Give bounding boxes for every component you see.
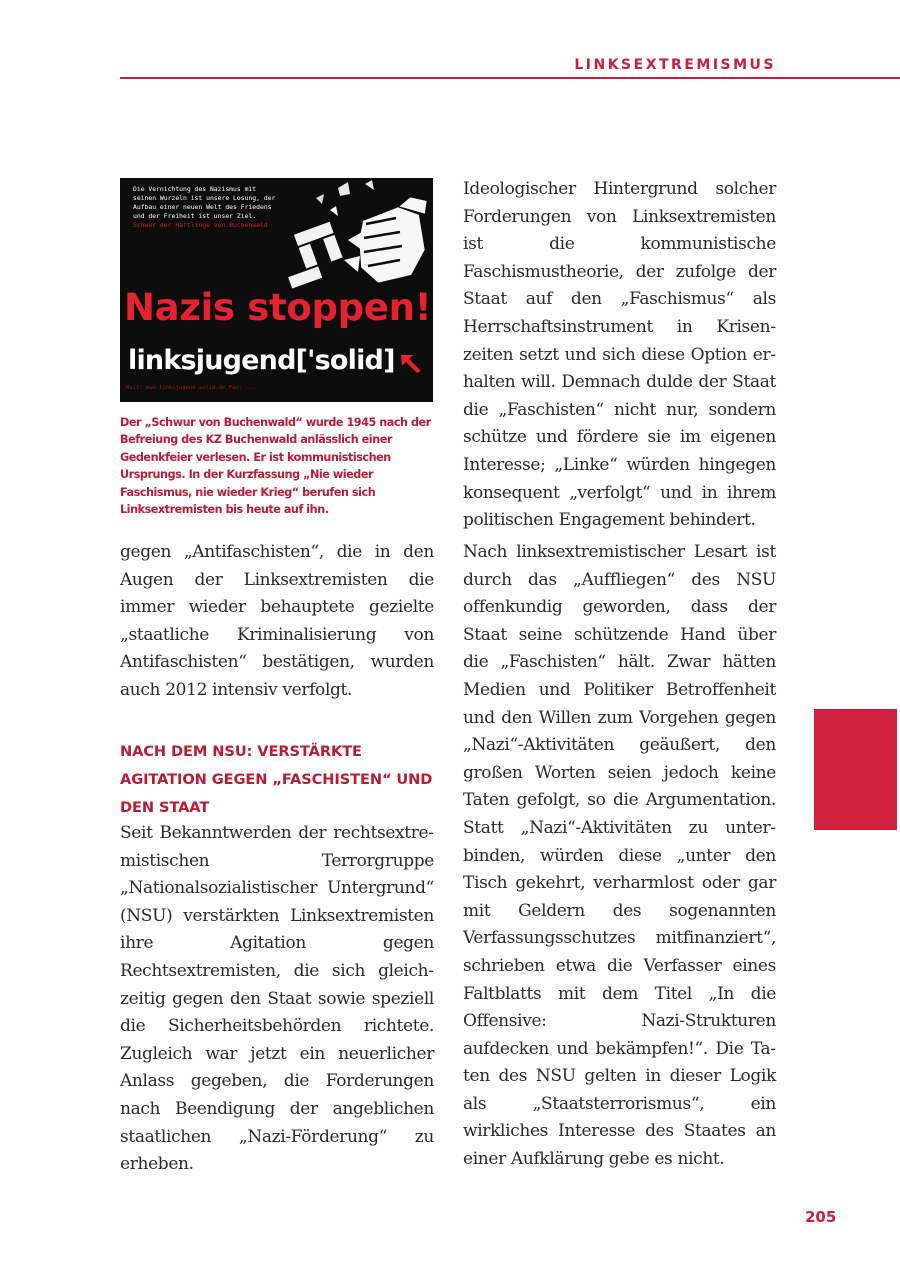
fist-smashing-swastika-icon	[270, 180, 430, 298]
left-paragraph-1: gegen „Antifaschisten“, die in den Augen der Linksextremisten die immer wieder behauptete gezielte „staatliche Kriminalisierung von Antifaschisten“ bestätigen, wurden auch 2012 intensiv verfolgt.	[120, 542, 434, 700]
oath-text	[133, 185, 283, 230]
red-arrow-icon	[399, 349, 425, 375]
poster-image	[120, 178, 433, 402]
oath-source: Schwur der Häftlinge von Buchenwald	[133, 221, 268, 229]
section-title: LINKSEXTREMISMUS	[574, 57, 776, 73]
right-paragraph-2: Nach linksextremistischer Lesart ist durch das „Auffliegen“ des NSU offenkundig geworden, dass der Staat seine schützende Hand über die „Faschisten“ hält. Zwar hätten Medien und Politiker Betroffenheit und den Willen zum Vorgehen gegen „Nazi“-Aktivitäten geäußert, den großen Worten seien jedoch keine Taten gefolgt, so die Argumentation. Statt „Nazi“-Aktivitäten zu unterbinden, würden diese „unter den Tisch gekehrt, verharmlost oder gar mit Geldern des sogenannten Verfassungsschutzes mitfinanziert“, schrieben etwa die Verfasser eines Faltblatts mit dem Titel „In die Offensive: Nazi-Strukturen aufdecken und bekämpfen!“. Die Taten des NSU gelten in dieser Logik als „Staatsterrorismus“, ein wirkliches Interesse des Staates an einer Aufklärung gebe es nicht.	[463, 542, 776, 1170]
oath-body: Die Vernichtung des Nazismus mit seinen Wurzeln ist unsere Losung, der Aufbau einer neuen Welt des Friedens und der Freiheit ist unser Ziel.	[133, 185, 276, 220]
poster-slogan: Nazis stoppen!	[124, 286, 432, 329]
header-rule	[120, 77, 900, 79]
figure-caption: Der „Schwur von Buchenwald“ wurde 1945 nach der Befreiung des KZ Buchenwald anlässlich einer Gedenkfeier verlesen. Er ist kommunistischen Ursprungs. In der Kurzfassung „Nie wieder Faschismus, nie wieder Krieg“ berufen sich Linksextremisten bis heute auf ihn.	[120, 416, 431, 517]
page-number: 205	[805, 1208, 837, 1226]
right-paragraph-1: Ideologischer Hintergrund solcher Forderungen von Linksextremisten ist die kommunistische Faschismustheorie, der zufolge der Staat auf den „Faschismus“ als Herrschaftsinstrument in Krisenzeiten setzt und sich diese Option erhalten will. Demnach dulde der Staat die „Faschisten“ nicht nur, sondern schütze und fördere sie im eigenen Interesse; „Linke“ würden hingegen konsequent „verfolgt“ und in ihrem politischen Engagement behindert.	[463, 179, 776, 531]
chapter-side-tab	[814, 709, 897, 830]
poster-organization: linksjugend['solid]	[128, 345, 395, 376]
poster-footer: Mail: www.linksjugend-solid.de Fax: ...	[126, 385, 256, 391]
left-paragraph-2: Seit Bekanntwerden der rechtsextremistischen Terrorgruppe „Nationalsozialistischer Untergrund“ (NSU) verstärkten Linksextremisten ihre Agitation gegen Rechtsextremisten, die sich gleichzeitig gegen den Staat sowie speziell die Sicherheitsbehörden richtete. Zugleich war jetzt ein neuerlicher Anlass gegeben, die Forderungen nach Beendigung der angeblichen staatlichen „Nazi-Förderung“ zu erheben.	[120, 823, 434, 1175]
section-subheading: NACH DEM NSU: VERSTÄRKTE AGITATION GEGEN „FASCHISTEN“ UND DEN STAAT	[120, 743, 433, 816]
